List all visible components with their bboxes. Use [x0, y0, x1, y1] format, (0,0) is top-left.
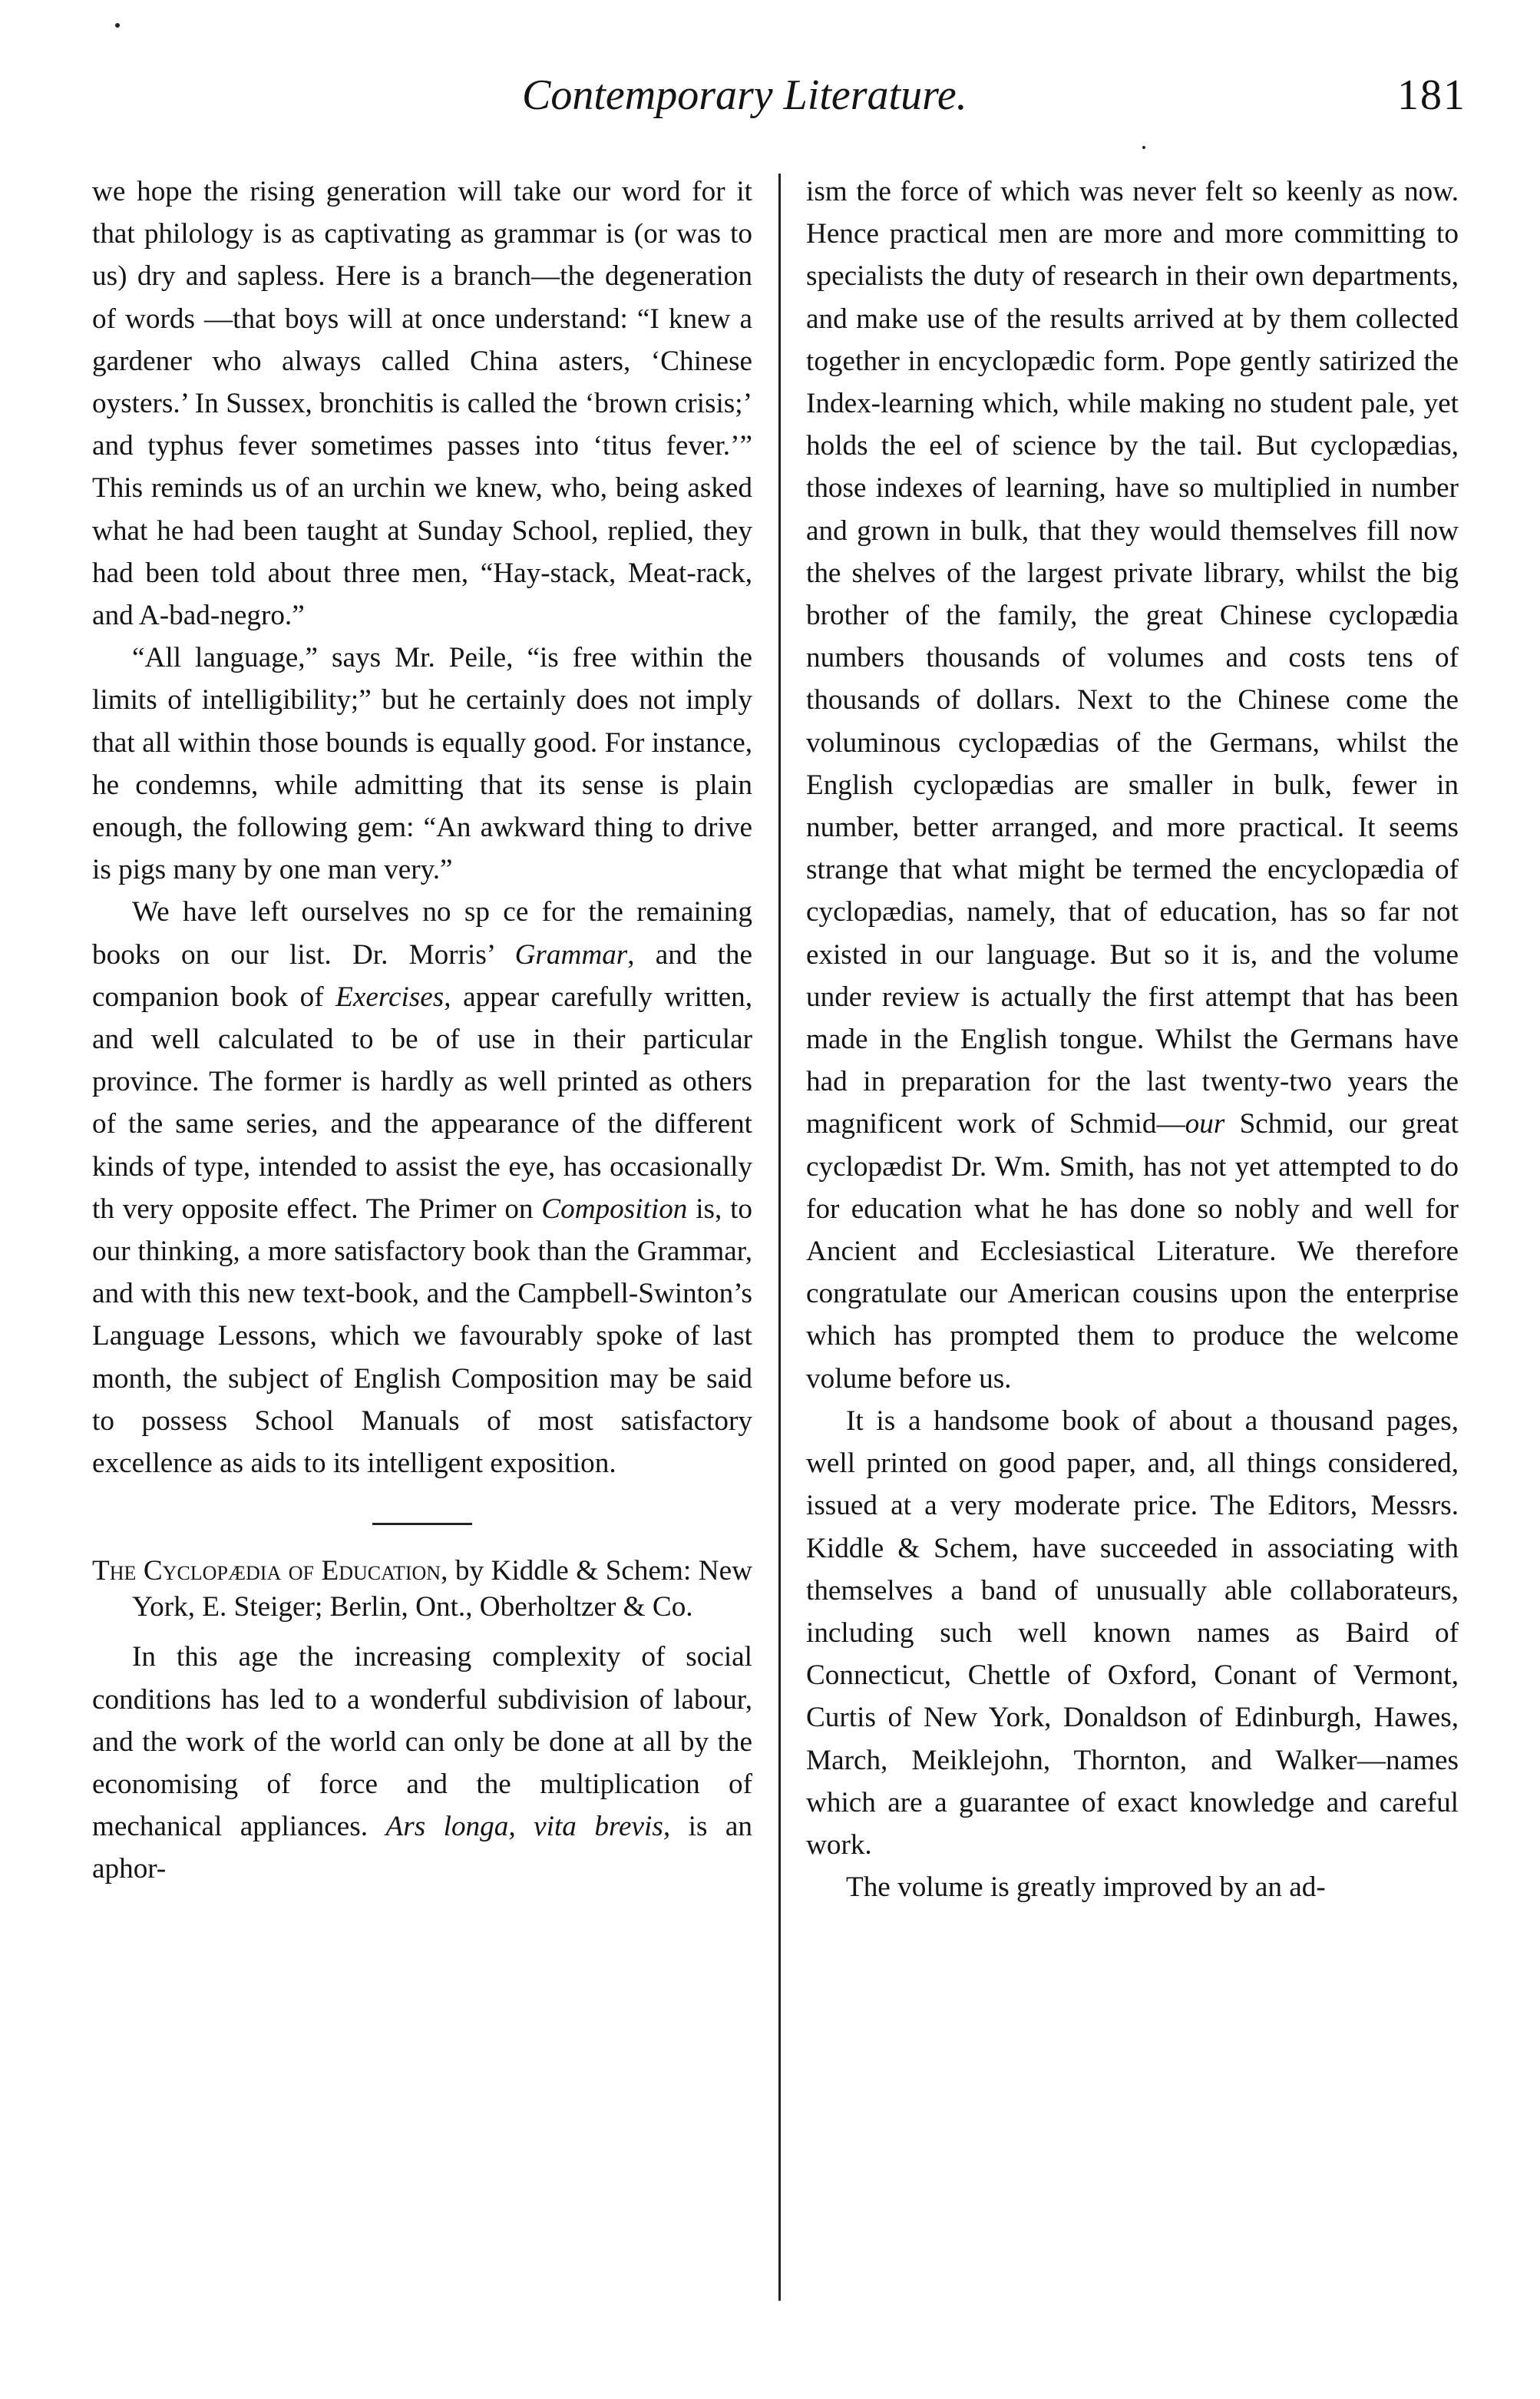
paragraph: The volume is greatly improved by an ad-: [846, 1871, 1326, 1904]
paragraph: We have left ourselves no sp ce for the remaining books on our list. Dr. Morris’ Grammar, and the companion book of Exercises, appear carefully written, and well calculated to be of use in their particular province. The former is hardly as well printed as others of the same series, and the appearance of the different kinds of type, intended to assist the eye, has occasionally th very opposite effect. The Primer on Composition is, to our thinking, a more satisfactory book than the Grammar, and with this new text-book, and the Campbell-Swinton’s Language Lessons, which we favourably spoke of last month, the subject of English Composition may be said to possess School Manuals of most satisfactory excellence as aids to its intelligent exposition.: [92, 896, 753, 1480]
paragraph: we hope the rising generation will take our word for it that philology is as captivating as grammar is (or was to us) dry and sapless. Here is a branch—the degeneration of words —that boys will at once understand: “I knew a gardener who always called China asters, ‘Chinese oysters.’ In Sussex, bronchitis is called the ‘brown crisis;’ and typhus fever sometimes passes into ‘titus fever.’” This reminds us of an urchin we knew, who, being asked what he had been taught at Sunday School, replied, they had been told about three men, “Hay-stack, Meat-rack, and A-bad-negro.”: [92, 176, 752, 632]
review-title: The Cyclopædia of Education,: [92, 1555, 448, 1587]
emphasis-our: our: [1185, 1108, 1225, 1140]
paragraph: “All language,” says Mr. Peile, “is free within the limits of intelligibility;” but he certainly does not imply that all within those bounds is equally good. For instance, he condemns, while admitting that its sense is plain enough, the following gem: “An awkward thing to drive is pigs many by one man very.”: [92, 642, 752, 886]
left-column: [92, 170, 752, 1891]
book-title-exercises: Exercises: [335, 981, 444, 1013]
print-speck: [115, 23, 120, 28]
paragraph: ism the force of which was never felt so keenly as now. Hence practical men are more and more committing to specialists the duty of research in their own departments, and make use of the results arrived at by them collected together in encyclopædic form. Pope gently satirized the Index-learning which, while making no student pale, yet holds the eel of science by the tail. But cyclopædias, those indexes of learning, have so multiplied in number and grown in bulk, that they would themselves fill now the shelves of the largest private library, whilst the big brother of the family, the great Chinese cyclopædia numbers thousands of volumes and costs tens of thousands of dollars. Next to the Chinese come the voluminous cyclopædias of the Germans, whilst the English cyclopædias are smaller in bulk, fewer in number, better arranged, and more practical. It seems strange that what might be termed the encyclopædia of cyclopædias, namely, that of education, has so far not existed in our language. But so it is, and the volume under review is actually the first attempt that has been made in the English tongue. Whilst the Germans have had in preparation for the last twenty-two years the magnificent work of Schmid—our Schmid, our great cyclopædist Dr. Wm. Smith, has not yet attempted to do for education what he has done so nobly and well for Ancient and Ecclesiastical Literature. We therefore congratulate our American cousins upon the enterprise which has prompted them to produce the welcome volume before us.: [806, 176, 1459, 1395]
column-rule: [778, 174, 781, 2301]
right-column: [806, 170, 1459, 1908]
book-title-grammar: Grammar: [514, 938, 628, 971]
paragraph: In this age the increasing complexity of social conditions has led to a wonderful subdivision of labour, and the work of the world can only be done at all by the economising of force and the multiplication of mechanical appliances. Ars longa, vita brevis, is an aphor-: [92, 1641, 753, 1885]
review-heading: The Cyclopædia of Education, by Kiddle & Schem: New York, E. Steiger; Berlin, Ont., Oberholtzer & Co.: [92, 1555, 752, 1623]
page-header: [522, 71, 1466, 132]
latin-phrase: Ars longa, vita brevis,: [385, 1811, 671, 1843]
print-speck: [1142, 146, 1145, 149]
running-title: Contemporary Literature.: [522, 71, 967, 119]
book-title-composition: Composition: [541, 1193, 688, 1225]
paragraph: It is a handsome book of about a thousand pages, well printed on good paper, and, all things considered, issued at a very moderate price. The Editors, Messrs. Kiddle & Schem, have succeeded in associating with themselves a band of unusually able collaborateurs, including such well known names as Baird of Connecticut, Chettle of Oxford, Conant of Vermont, Curtis of New York, Donaldson of Edinburgh, Hawes, March, Meiklejohn, Thornton, and Walker—names which are a guarantee of exact knowledge and careful work.: [806, 1405, 1459, 1861]
page-number: 181: [1397, 71, 1466, 119]
section-divider: [372, 1523, 472, 1525]
